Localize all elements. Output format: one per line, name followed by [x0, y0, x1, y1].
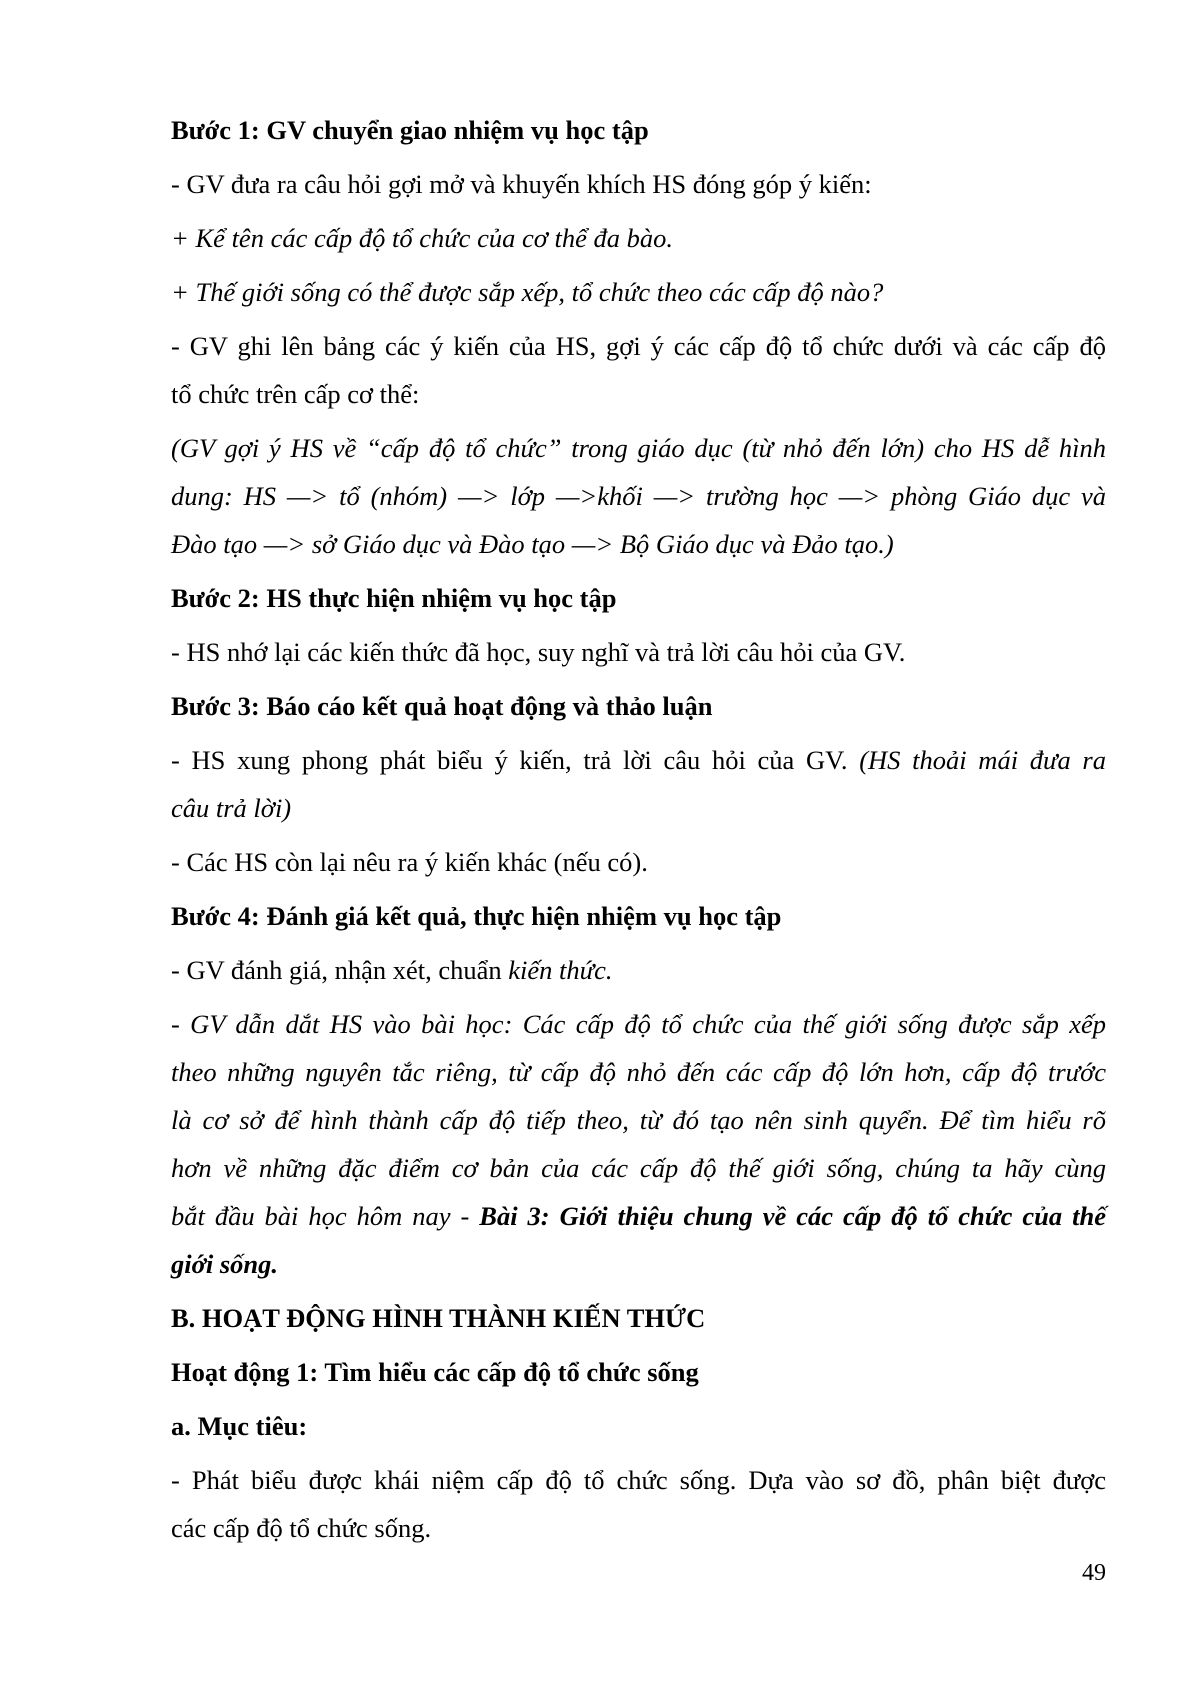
step1-question-1: + Kể tên các cấp độ tổ chức của cơ thể đa bào. — [171, 223, 673, 253]
step3-heading: Bước 3: Báo cáo kết quả hoạt động và thảo luận — [171, 691, 713, 721]
step4-paragraph-2-line-1: - GV dẫn dắt HS vào bài học: Các cấp độ tổ chức của thế giới sống được sắp xếp — [171, 1009, 1106, 1039]
objective-heading: a. Mục tiêu: — [171, 1411, 308, 1441]
step4-paragraph-1 — [171, 946, 1106, 994]
document-page — [171, 106, 1106, 1558]
step1-paragraph-2-line-1: - GV ghi lên bảng các ý kiến của HS, gợi ý các cấp độ tổ chức dưới và các cấp độ — [171, 331, 1106, 361]
step4-paragraph-2-line-5 — [171, 1192, 1106, 1240]
step4-lesson-title: Bài 3: Giới thiệu chung về các cấp độ tổ chức của thế — [479, 1201, 1106, 1231]
section-b-heading: B. HOẠT ĐỘNG HÌNH THÀNH KIẾN THỨC — [171, 1303, 706, 1333]
step3-italic-text: (HS thoải mái đưa ra — [859, 745, 1106, 775]
step4-heading: Bước 4: Đánh giá kết quả, thực hiện nhiệm vụ học tập — [171, 901, 782, 931]
objective-paragraph-line-2: các cấp độ tổ chức sống. — [171, 1513, 432, 1543]
step4-plain-text: - GV đánh giá, nhận xét, chuẩn — [171, 955, 509, 985]
step1-heading: Bước 1: GV chuyển giao nhiệm vụ học tập — [171, 115, 649, 145]
step4-paragraph-2-line-4: hơn về những đặc điểm cơ bản của các cấp độ thế giới sống, chúng ta hãy cùng — [171, 1153, 1106, 1183]
step1-paragraph: - GV đưa ra câu hỏi gợi mở và khuyến khích HS đóng góp ý kiến: — [171, 169, 872, 199]
page-number: 49 — [1082, 1560, 1106, 1586]
step1-note-line-1: (GV gợi ý HS về “cấp độ tổ chức” trong giáo dục (từ nhỏ đến lớn) cho HS dễ hình — [171, 433, 1106, 463]
step4-lesson-lead-in: bắt đầu bài học hôm nay - — [171, 1201, 480, 1231]
step2-paragraph: - HS nhớ lại các kiến thức đã học, suy nghĩ và trả lời câu hỏi của GV. — [171, 637, 906, 667]
step3-paragraph-line-2: câu trả lời) — [171, 793, 292, 823]
step3-paragraph-line-1 — [171, 736, 1106, 784]
step1-paragraph-2-line-2: tổ chức trên cấp cơ thể: — [171, 379, 420, 409]
step3-paragraph-2: - Các HS còn lại nêu ra ý kiến khác (nếu có). — [171, 847, 648, 877]
activity-1-heading: Hoạt động 1: Tìm hiểu các cấp độ tổ chức sống — [171, 1357, 699, 1387]
step1-question-2: + Thế giới sống có thể được sắp xếp, tổ chức theo các cấp độ nào? — [171, 277, 884, 307]
objective-paragraph-line-1: - Phát biểu được khái niệm cấp độ tổ chức sống. Dựa vào sơ đồ, phân biệt được — [171, 1465, 1106, 1495]
step2-heading: Bước 2: HS thực hiện nhiệm vụ học tập — [171, 583, 617, 613]
step4-paragraph-2-line-2: theo những nguyên tắc riêng, từ cấp độ nhỏ đến các cấp độ lớn hơn, cấp độ trước — [171, 1057, 1106, 1087]
step1-note-line-2: dung: HS —> tổ (nhóm) —> lớp —>khối —> trường học —> phòng Giáo dục và — [171, 481, 1106, 511]
step3-plain-text: - HS xung phong phát biểu ý kiến, trả lời câu hỏi của GV. — [171, 745, 860, 775]
step4-italic-text: kiến thức. — [508, 955, 613, 985]
step4-paragraph-2-line-3: là cơ sở để hình thành cấp độ tiếp theo, từ đó tạo nên sinh quyển. Để tìm hiểu rõ — [171, 1105, 1106, 1135]
step4-paragraph-2-line-6: giới sống. — [171, 1249, 278, 1279]
step1-note-line-3: Đào tạo —> sở Giáo dục và Đào tạo —> Bộ Giáo dục và Đảo tạo.) — [171, 529, 894, 559]
